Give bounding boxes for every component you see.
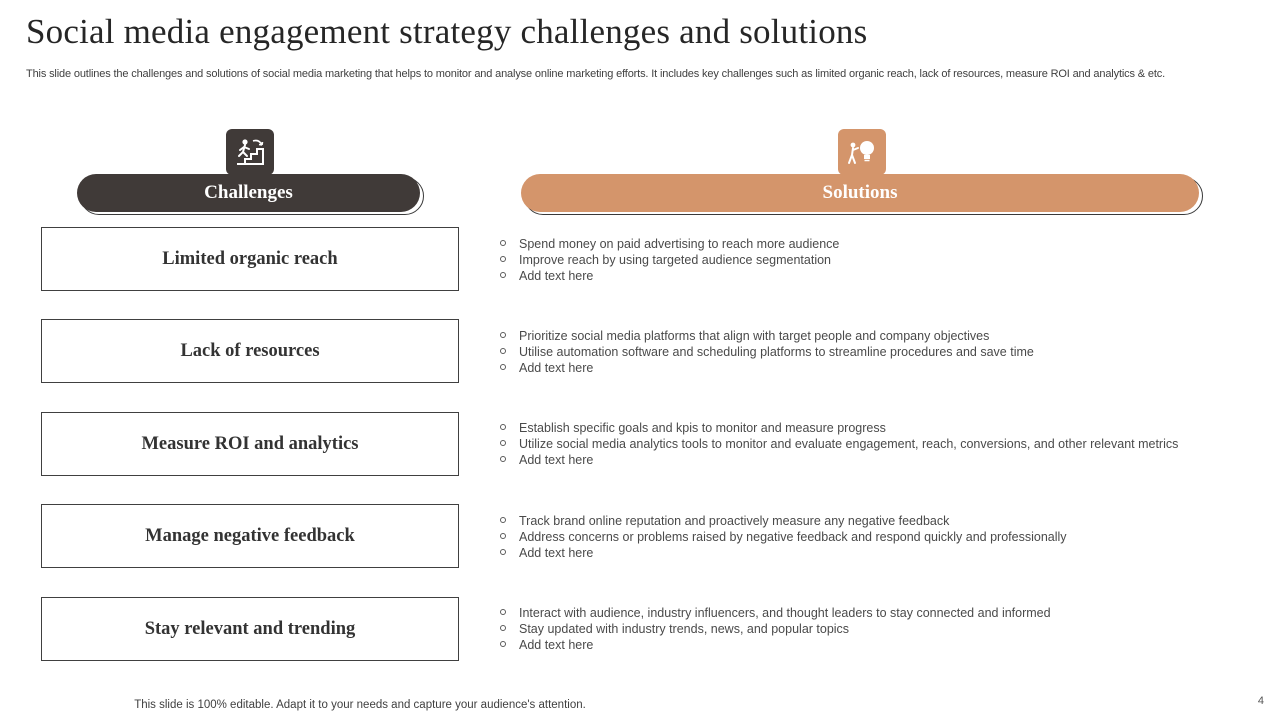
challenge-box-1: Limited organic reach [41, 227, 459, 291]
list-item [500, 236, 1260, 252]
solution-text: Add text here [519, 638, 594, 652]
challenge-box-5: Stay relevant and trending [41, 597, 459, 661]
solution-text: Interact with audience, industry influencers, and thought leaders to stay connected and informed [519, 606, 1051, 620]
solution-text: Add text here [519, 453, 594, 467]
challenges-header: Challenges [77, 174, 420, 212]
list-item [500, 452, 1260, 468]
list-item [500, 513, 1260, 529]
circle-bullet-icon [500, 240, 506, 246]
circle-bullet-icon [500, 456, 506, 462]
circle-bullet-icon [500, 641, 506, 647]
solution-text: Utilize social media analytics tools to monitor and evaluate engagement, reach, conversions, and other relevant metrics [519, 437, 1179, 451]
solution-text: Improve reach by using targeted audience segmentation [519, 253, 831, 267]
solution-list-2 [500, 328, 1260, 376]
solution-text: Stay updated with industry trends, news, and popular topics [519, 622, 850, 636]
solution-list-3 [500, 420, 1260, 468]
list-item [500, 436, 1260, 452]
circle-bullet-icon [500, 549, 506, 555]
solution-text: Add text here [519, 269, 594, 283]
solutions-header: Solutions [521, 174, 1199, 212]
person-lightbulb-icon [838, 129, 886, 175]
solution-text: Spend money on paid advertising to reach more audience [519, 237, 840, 251]
list-item [500, 621, 1260, 637]
solution-list-1 [500, 236, 1260, 284]
slide-subtitle: This slide outlines the challenges and solutions of social media marketing that helps to monitor and analyse online marketing efforts. It includes key challenges such as limited organic reach, lack of resources, measure ROI and analytics & etc. [26, 68, 1165, 80]
list-item [500, 328, 1260, 344]
circle-bullet-icon [500, 625, 506, 631]
list-item [500, 252, 1260, 268]
challenge-box-4: Manage negative feedback [41, 504, 459, 568]
circle-bullet-icon [500, 332, 506, 338]
page-number: 4 [1257, 695, 1264, 707]
list-item [500, 360, 1260, 376]
solution-list-5 [500, 605, 1260, 653]
list-item [500, 344, 1260, 360]
challenge-box-2: Lack of resources [41, 319, 459, 383]
list-item [500, 420, 1260, 436]
circle-bullet-icon [500, 348, 506, 354]
solution-text: Prioritize social media platforms that align with target people and company objectives [519, 329, 990, 343]
circle-bullet-icon [500, 609, 506, 615]
footer-note [0, 699, 1280, 711]
circle-bullet-icon [500, 440, 506, 446]
solution-text: Add text here [519, 361, 594, 375]
solution-list-4 [500, 513, 1260, 561]
circle-bullet-icon [500, 272, 506, 278]
list-item [500, 637, 1260, 653]
solution-text: Address concerns or problems raised by negative feedback and respond quickly and professionally [519, 530, 1067, 544]
solution-text: Track brand online reputation and proactively measure any negative feedback [519, 514, 950, 528]
list-item [500, 268, 1260, 284]
circle-bullet-icon [500, 256, 506, 262]
stairs-climb-icon [226, 129, 274, 175]
footer-note-text: This slide is 100% editable. Adapt it to your needs and capture your audience's attention. [134, 699, 586, 711]
challenge-box-3: Measure ROI and analytics [41, 412, 459, 476]
circle-bullet-icon [500, 364, 506, 370]
list-item [500, 605, 1260, 621]
solution-text: Add text here [519, 546, 594, 560]
list-item [500, 545, 1260, 561]
list-item [500, 529, 1260, 545]
circle-bullet-icon [500, 533, 506, 539]
circle-bullet-icon [500, 517, 506, 523]
slide-title: Social media engagement strategy challenges and solutions [26, 12, 868, 51]
solution-text: Establish specific goals and kpis to monitor and measure progress [519, 421, 886, 435]
solution-text: Utilise automation software and scheduling platforms to streamline procedures and save time [519, 345, 1034, 359]
circle-bullet-icon [500, 424, 506, 430]
